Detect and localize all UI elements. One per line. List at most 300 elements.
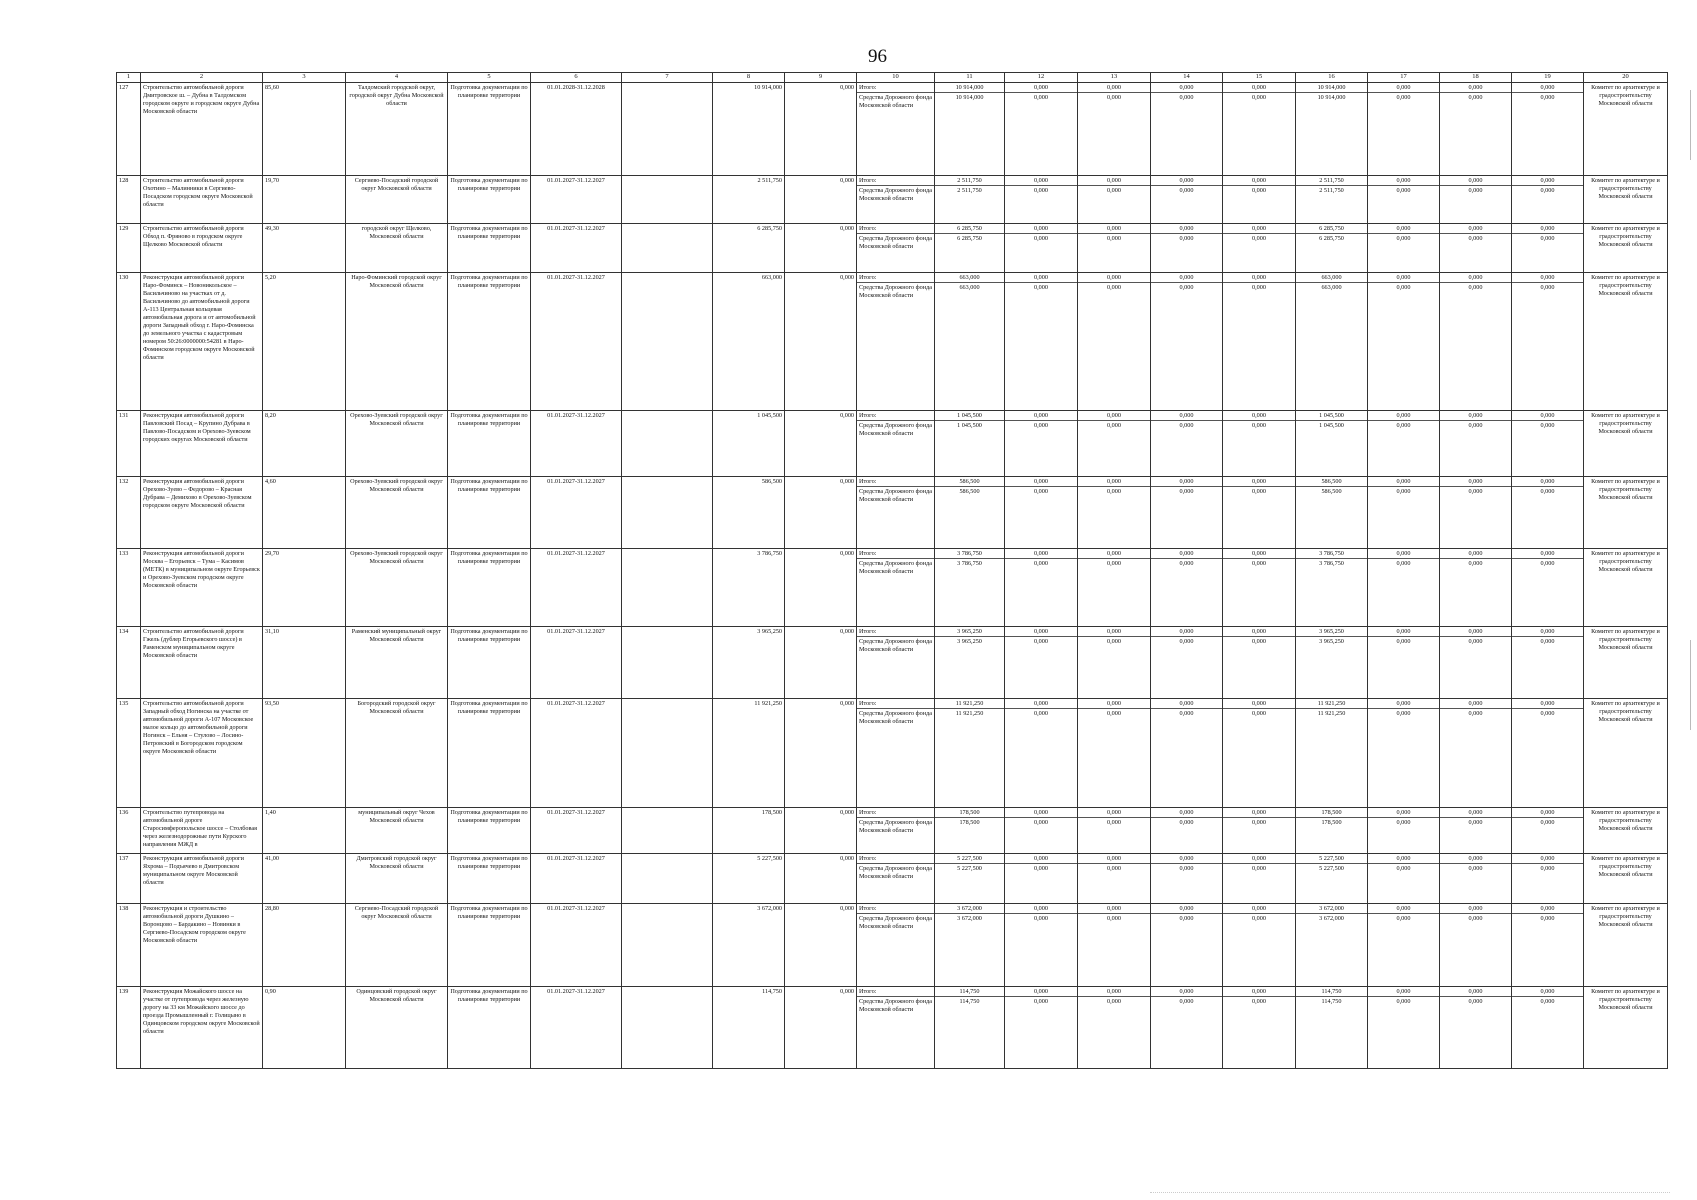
amount-19: [1512, 83, 1584, 176]
amount-fund: 0,000: [1540, 94, 1555, 101]
amount-total: 0,000: [1005, 700, 1077, 709]
territory: муниципальный округ Чехов Московской области: [346, 808, 448, 854]
amount-fund: 0,000: [1179, 710, 1194, 717]
fund-label: Средства Дорожного фонда Московской области: [859, 915, 932, 930]
amount-19: [1512, 808, 1584, 854]
row-number: 136: [117, 808, 141, 854]
amount-total: 10 914,000: [935, 84, 1004, 93]
amount-total: 0,000: [1078, 905, 1150, 914]
total-cost: 11 921,250: [713, 699, 785, 808]
amount-fund: 0,000: [1107, 94, 1121, 101]
amount-13: [1078, 904, 1151, 987]
row-number: 137: [117, 854, 141, 904]
territory: Сергиево-Посадский городской округ Московской области: [346, 904, 448, 987]
column-number-16: 16: [1296, 73, 1368, 83]
territory: Дмитровский городской округ Московской области: [346, 854, 448, 904]
amount-19: [1512, 987, 1584, 1069]
funding-source: [857, 477, 935, 549]
amount-total: 0,000: [1151, 84, 1222, 93]
amount-18: [1440, 273, 1512, 411]
amount-total: 0,000: [1078, 225, 1150, 234]
column-number-9: 9: [785, 73, 857, 83]
amount-19: [1512, 224, 1584, 273]
amount-14: [1151, 808, 1223, 854]
amount-18: [1440, 411, 1512, 477]
executor: Комитет по архитектуре и градостроительству Московской области: [1584, 627, 1668, 699]
amount-11: [935, 411, 1005, 477]
total-cost: 10 914,000: [713, 83, 785, 176]
fund-label: Средства Дорожного фонда Московской области: [859, 865, 932, 880]
total-cost: 5 227,500: [713, 854, 785, 904]
amount-14: [1151, 411, 1223, 477]
table-row: [117, 627, 1668, 699]
row-number: 131: [117, 411, 141, 477]
table-row: [117, 224, 1668, 273]
investment-table: [116, 72, 1668, 1069]
amount-total: 0,000: [1440, 84, 1511, 93]
territory: городской округ Щелково, Московской области: [346, 224, 448, 273]
amount-fund: 0,000: [1540, 187, 1555, 194]
amount-total: 0,000: [1151, 905, 1222, 914]
executor: Комитет по архитектуре и градостроительству Московской области: [1584, 854, 1668, 904]
amount-14: [1151, 699, 1223, 808]
amount-total: 6 285,750: [1296, 225, 1367, 234]
total-label: Итого:: [857, 809, 934, 818]
amount-16: [1296, 699, 1368, 808]
amount-total: 0,000: [1223, 905, 1295, 914]
amount-12: [1005, 987, 1078, 1069]
amount-18: [1440, 808, 1512, 854]
amount-total: 0,000: [1368, 412, 1439, 421]
amount-fund: 0,000: [1396, 488, 1411, 495]
amount-fund: 0,000: [1034, 488, 1048, 495]
amount-fund: 0,000: [1252, 560, 1266, 567]
amount-15: [1223, 627, 1296, 699]
amount-12: [1005, 273, 1078, 411]
amount-total: 0,000: [1223, 809, 1295, 818]
column-7: [622, 273, 713, 411]
amount-fund: 0,000: [1179, 998, 1194, 1005]
amount-17: [1368, 699, 1440, 808]
amount-fund: 10 914,000: [1317, 94, 1346, 101]
column-7: [622, 176, 713, 224]
amount-14: [1151, 627, 1223, 699]
amount-11: [935, 83, 1005, 176]
amount-total: 0,000: [1005, 274, 1077, 283]
amount-12: [1005, 411, 1078, 477]
amount-13: [1078, 224, 1151, 273]
territory: Раменский муниципальный округ Московской области: [346, 627, 448, 699]
table-row: [117, 854, 1668, 904]
funding-source: [857, 273, 935, 411]
territory: Талдомский городской округ, городской округ Дубна Московской области: [346, 83, 448, 176]
amount-fund: 11 921,250: [955, 710, 984, 717]
amount-fund: 0,000: [1107, 915, 1121, 922]
total-label: Итого:: [857, 478, 934, 487]
amount-fund: 0,000: [1107, 710, 1121, 717]
amount-fund: 0,000: [1179, 235, 1194, 242]
amount-total: 0,000: [1368, 905, 1439, 914]
column-number-1: 1: [117, 73, 141, 83]
amount-total: 0,000: [1078, 84, 1150, 93]
amount-fund: 11 921,250: [1317, 710, 1346, 717]
fund-label: Средства Дорожного фонда Московской области: [859, 235, 932, 250]
amount-fund: 0,000: [1107, 235, 1121, 242]
amount-18: [1440, 699, 1512, 808]
amount-17: [1368, 224, 1440, 273]
road-length: 31,10: [263, 627, 346, 699]
amount-16: [1296, 627, 1368, 699]
amount-total: 0,000: [1512, 905, 1583, 914]
amount-18: [1440, 549, 1512, 627]
amount-12: [1005, 854, 1078, 904]
amount-total: 5 227,500: [935, 855, 1004, 864]
work-stage: Подготовка документации по планировке территории: [448, 224, 531, 273]
funding-source: [857, 808, 935, 854]
period: 01.01.2027-31.12.2027: [531, 854, 622, 904]
amount-17: [1368, 627, 1440, 699]
executor: Комитет по архитектуре и градостроительству Московской области: [1584, 176, 1668, 224]
road-length: 4,60: [263, 477, 346, 549]
amount-fund: 0,000: [1468, 422, 1483, 429]
amount-total: 0,000: [1512, 809, 1583, 818]
column-7: [622, 224, 713, 273]
fund-label: Средства Дорожного фонда Московской области: [859, 187, 932, 202]
territory: Орехово-Зуевский городской округ Московской области: [346, 549, 448, 627]
object-name: Реконструкция Можайского шоссе на участке от путепровода через железную дорогу на 33 км Можайского шоссе до проезда Промышленный г. Голицыно в Одинцовском городском округе Московской области: [141, 987, 263, 1069]
amount-total: 0,000: [1512, 274, 1583, 283]
amount-total: 0,000: [1005, 225, 1077, 234]
road-length: 49,30: [263, 224, 346, 273]
amount-total: 0,000: [1440, 274, 1511, 283]
amount-total: 0,000: [1223, 225, 1295, 234]
executor: Комитет по архитектуре и градостроительству Московской области: [1584, 411, 1668, 477]
amount-14: [1151, 273, 1223, 411]
work-stage: Подготовка документации по планировке территории: [448, 411, 531, 477]
amount-16: [1296, 176, 1368, 224]
road-length: 8,20: [263, 411, 346, 477]
amount-fund: 0,000: [1252, 422, 1266, 429]
table-row: [117, 477, 1668, 549]
amount-17: [1368, 904, 1440, 987]
financed-amount: 0,000: [785, 477, 857, 549]
work-stage: Подготовка документации по планировке территории: [448, 627, 531, 699]
amount-12: [1005, 904, 1078, 987]
amount-total: 0,000: [1223, 274, 1295, 283]
amount-fund: 0,000: [1468, 865, 1483, 872]
amount-total: 0,000: [1005, 988, 1077, 997]
financed-amount: 0,000: [785, 808, 857, 854]
work-stage: Подготовка документации по планировке территории: [448, 904, 531, 987]
amount-13: [1078, 411, 1151, 477]
column-number-15: 15: [1223, 73, 1296, 83]
amount-total: 0,000: [1078, 177, 1150, 186]
amount-14: [1151, 549, 1223, 627]
amount-total: 0,000: [1368, 700, 1439, 709]
column-number-8: 8: [713, 73, 785, 83]
amount-total: 0,000: [1512, 855, 1583, 864]
amount-total: 2 511,750: [1296, 177, 1367, 186]
amount-total: 0,000: [1005, 478, 1077, 487]
amount-19: [1512, 699, 1584, 808]
financed-amount: 0,000: [785, 627, 857, 699]
amount-fund: 0,000: [1107, 819, 1121, 826]
road-length: 19,70: [263, 176, 346, 224]
column-number-3: 3: [263, 73, 346, 83]
amount-total: 0,000: [1151, 809, 1222, 818]
amount-fund: 0,000: [1179, 638, 1194, 645]
amount-11: [935, 854, 1005, 904]
road-length: 29,70: [263, 549, 346, 627]
financed-amount: 0,000: [785, 549, 857, 627]
amount-12: [1005, 699, 1078, 808]
amount-total: 0,000: [1078, 274, 1150, 283]
amount-total: 0,000: [1223, 628, 1295, 637]
amount-11: [935, 477, 1005, 549]
amount-17: [1368, 273, 1440, 411]
amount-11: [935, 987, 1005, 1069]
period: 01.01.2027-31.12.2027: [531, 224, 622, 273]
column-number-6: 6: [531, 73, 622, 83]
total-cost: 663,000: [713, 273, 785, 411]
amount-17: [1368, 477, 1440, 549]
amount-fund: 114,750: [959, 998, 980, 1005]
object-name: Реконструкция автомобильной дороги Наро-Фоминск – Новоникольское – Васильчиново на участках от д. Васильчиново до автомобильной дороги А-113 Центральная кольцевая автомобильная дорога и от автомобильной дороги Западный обход г. Наро-Фоминска до земельного участка с кадастровым номером 50:26:0000000:54281 в Наро-Фоминском городском округе Московской области: [141, 273, 263, 411]
amount-total: 586,500: [935, 478, 1004, 487]
amount-total: 178,500: [1296, 809, 1367, 818]
amount-total: 0,000: [1151, 478, 1222, 487]
amount-fund: 3 965,250: [1319, 638, 1344, 645]
object-name: Строительство автомобильной дороги Охотино – Малинники в Сергиево-Посадском городском округе Московской области: [141, 176, 263, 224]
total-cost: 2 511,750: [713, 176, 785, 224]
amount-fund: 0,000: [1034, 187, 1048, 194]
amount-total: 178,500: [935, 809, 1004, 818]
amount-fund: 178,500: [959, 819, 980, 826]
amount-total: 0,000: [1005, 177, 1077, 186]
amount-total: 0,000: [1151, 412, 1222, 421]
amount-fund: 0,000: [1252, 998, 1266, 1005]
amount-13: [1078, 83, 1151, 176]
territory: Сергиево-Посадский городской округ Московской области: [346, 176, 448, 224]
row-number: 139: [117, 987, 141, 1069]
amount-15: [1223, 987, 1296, 1069]
row-number: 134: [117, 627, 141, 699]
amount-15: [1223, 411, 1296, 477]
total-cost: 178,500: [713, 808, 785, 854]
object-name: Реконструкция автомобильной дороги Павловский Посад – Крупино Дубрава в Павлово-Посадском и Орехово-Зуевском городских округах Московской области: [141, 411, 263, 477]
amount-19: [1512, 854, 1584, 904]
amount-total: 0,000: [1151, 225, 1222, 234]
amount-14: [1151, 987, 1223, 1069]
amount-fund: 0,000: [1540, 710, 1555, 717]
total-cost: 586,500: [713, 477, 785, 549]
column-number-19: 19: [1512, 73, 1584, 83]
column-7: [622, 549, 713, 627]
amount-total: 0,000: [1512, 478, 1583, 487]
period: 01.01.2027-31.12.2027: [531, 627, 622, 699]
amount-12: [1005, 808, 1078, 854]
amount-fund: 0,000: [1540, 638, 1555, 645]
column-number-11: 11: [935, 73, 1005, 83]
amount-16: [1296, 273, 1368, 411]
amount-total: 0,000: [1368, 628, 1439, 637]
executor: Комитет по архитектуре и градостроительству Московской области: [1584, 477, 1668, 549]
column-number-18: 18: [1440, 73, 1512, 83]
object-name: Реконструкция автомобильной дороги Яхрома – Подъячево в Дмитровском муниципальном округе Московской области: [141, 854, 263, 904]
amount-fund: 0,000: [1107, 187, 1121, 194]
work-stage: Подготовка документации по планировке территории: [448, 176, 531, 224]
amount-16: [1296, 477, 1368, 549]
amount-total: 0,000: [1005, 412, 1077, 421]
amount-19: [1512, 273, 1584, 411]
amount-total: 10 914,000: [1296, 84, 1367, 93]
amount-fund: 0,000: [1034, 94, 1048, 101]
amount-total: 6 285,750: [935, 225, 1004, 234]
amount-16: [1296, 411, 1368, 477]
object-name: Реконструкция и строительство автомобильной дороги Душкино – Воронцово – Бардакино – Новинки в Сергиево-Посадском городском округе Московской области: [141, 904, 263, 987]
amount-total: 3 786,750: [1296, 550, 1367, 559]
funding-source: [857, 854, 935, 904]
amount-total: 3 786,750: [935, 550, 1004, 559]
amount-fund: 0,000: [1468, 235, 1483, 242]
amount-total: 0,000: [1512, 225, 1583, 234]
amount-total: 0,000: [1078, 855, 1150, 864]
amount-fund: 0,000: [1034, 865, 1048, 872]
amount-14: [1151, 477, 1223, 549]
amount-total: 0,000: [1368, 988, 1439, 997]
fund-label: Средства Дорожного фонда Московской области: [859, 710, 932, 725]
column-7: [622, 83, 713, 176]
amount-13: [1078, 987, 1151, 1069]
amount-fund: 0,000: [1034, 915, 1048, 922]
amount-fund: 3 672,000: [957, 915, 982, 922]
financed-amount: 0,000: [785, 854, 857, 904]
amount-fund: 0,000: [1034, 998, 1048, 1005]
amount-fund: 0,000: [1252, 94, 1266, 101]
amount-total: 0,000: [1223, 84, 1295, 93]
executor: Комитет по архитектуре и градостроительству Московской области: [1584, 904, 1668, 987]
amount-fund: 0,000: [1107, 284, 1121, 291]
amount-18: [1440, 477, 1512, 549]
amount-total: 0,000: [1368, 809, 1439, 818]
amount-15: [1223, 699, 1296, 808]
amount-total: 0,000: [1223, 988, 1295, 997]
amount-12: [1005, 83, 1078, 176]
amount-total: 0,000: [1440, 988, 1511, 997]
amount-total: 663,000: [935, 274, 1004, 283]
road-length: 1,40: [263, 808, 346, 854]
amount-fund: 0,000: [1179, 422, 1194, 429]
amount-fund: 0,000: [1252, 235, 1266, 242]
total-cost: 3 786,750: [713, 549, 785, 627]
amount-total: 0,000: [1368, 855, 1439, 864]
total-label: Итого:: [857, 177, 934, 186]
amount-fund: 0,000: [1252, 915, 1266, 922]
amount-total: 0,000: [1223, 550, 1295, 559]
financed-amount: 0,000: [785, 83, 857, 176]
column-number-12: 12: [1005, 73, 1078, 83]
amount-total: 0,000: [1005, 905, 1077, 914]
work-stage: Подготовка документации по планировке территории: [448, 699, 531, 808]
table-row: [117, 273, 1668, 411]
amount-fund: 0,000: [1034, 235, 1048, 242]
amount-total: 1 045,500: [935, 412, 1004, 421]
amount-total: 5 227,500: [1296, 855, 1367, 864]
amount-fund: 0,000: [1179, 865, 1194, 872]
amount-14: [1151, 854, 1223, 904]
amount-18: [1440, 627, 1512, 699]
fund-label: Средства Дорожного фонда Московской области: [859, 560, 932, 575]
amount-fund: 0,000: [1179, 915, 1194, 922]
financed-amount: 0,000: [785, 411, 857, 477]
amount-17: [1368, 411, 1440, 477]
amount-fund: 0,000: [1252, 710, 1266, 717]
column-number-13: 13: [1078, 73, 1151, 83]
amount-19: [1512, 549, 1584, 627]
territory: Одинцовский городской округ Московской области: [346, 987, 448, 1069]
amount-total: 0,000: [1151, 700, 1222, 709]
amount-16: [1296, 549, 1368, 627]
territory: Орехово-Зуевский городской округ Московской области: [346, 477, 448, 549]
amount-fund: 0,000: [1396, 638, 1411, 645]
amount-fund: 0,000: [1540, 235, 1555, 242]
amount-total: 0,000: [1078, 478, 1150, 487]
table-row: [117, 549, 1668, 627]
row-number: 133: [117, 549, 141, 627]
amount-13: [1078, 549, 1151, 627]
object-name: Строительство автомобильной дороги Западный обход Ногинска на участке от автомобильной дороги А-107 Московское малое кольцо до автомобильной дороги Ногинск – Ельня – Стулово – Лосино-Петровский в Богородском городском округе Московской области: [141, 699, 263, 808]
column-number-7: 7: [622, 73, 713, 83]
amount-11: [935, 224, 1005, 273]
amount-fund: 0,000: [1468, 998, 1483, 1005]
amount-12: [1005, 224, 1078, 273]
period: 01.01.2027-31.12.2027: [531, 176, 622, 224]
amount-fund: 0,000: [1107, 560, 1121, 567]
total-label: Итого:: [857, 84, 934, 93]
total-label: Итого:: [857, 412, 934, 421]
amount-fund: 0,000: [1540, 819, 1555, 826]
amount-17: [1368, 176, 1440, 224]
territory: Наро-Фоминский городской округ Московской области: [346, 273, 448, 411]
amount-total: 3 965,250: [935, 628, 1004, 637]
amount-fund: 0,000: [1396, 94, 1411, 101]
amount-fund: 0,000: [1252, 865, 1266, 872]
amount-12: [1005, 549, 1078, 627]
amount-12: [1005, 176, 1078, 224]
amount-total: 0,000: [1440, 905, 1511, 914]
table-row: [117, 411, 1668, 477]
amount-fund: 0,000: [1252, 187, 1266, 194]
amount-total: 0,000: [1440, 478, 1511, 487]
table-row: [117, 987, 1668, 1069]
amount-16: [1296, 904, 1368, 987]
amount-fund: 6 285,750: [1319, 235, 1344, 242]
financed-amount: 0,000: [785, 224, 857, 273]
amount-total: 114,750: [1296, 988, 1367, 997]
amount-12: [1005, 627, 1078, 699]
amount-fund: 0,000: [1540, 865, 1555, 872]
amount-fund: 0,000: [1179, 560, 1194, 567]
amount-fund: 0,000: [1540, 488, 1555, 495]
amount-17: [1368, 808, 1440, 854]
amount-total: 0,000: [1005, 84, 1077, 93]
amount-fund: 0,000: [1179, 819, 1194, 826]
road-length: 0,90: [263, 987, 346, 1069]
scan-edge-mark: [1690, 90, 1691, 160]
amount-total: 586,500: [1296, 478, 1367, 487]
amount-fund: 0,000: [1179, 488, 1194, 495]
amount-fund: 0,000: [1034, 638, 1048, 645]
